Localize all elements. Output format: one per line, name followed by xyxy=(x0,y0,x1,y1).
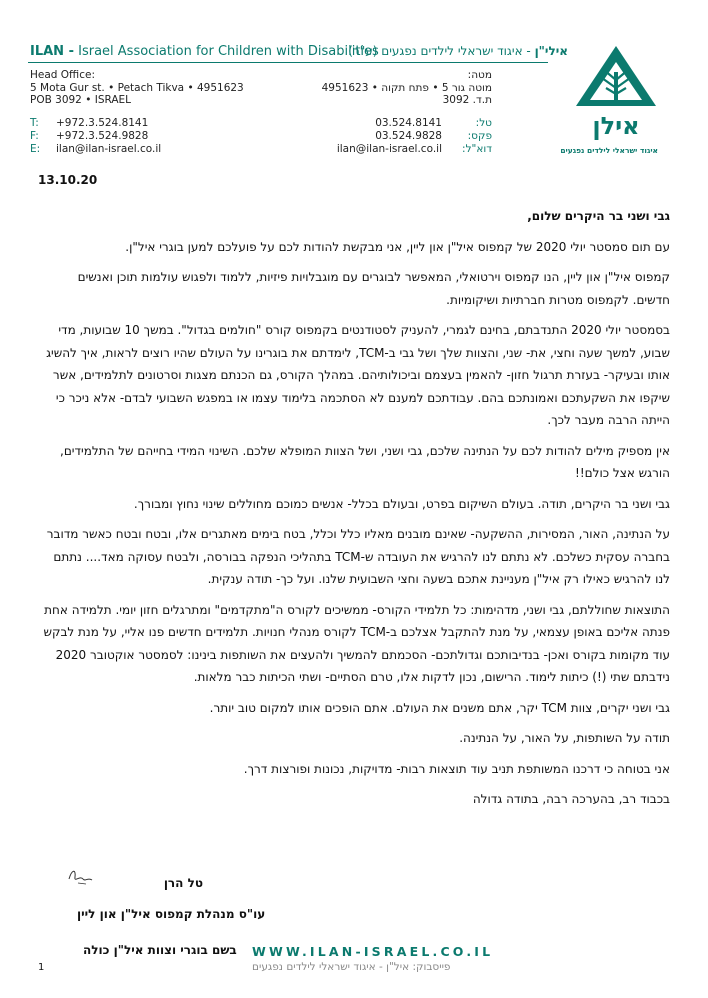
org-full-name-hebrew: - איגוד ישראלי לילדים נפגעים (ע"ר) xyxy=(348,44,531,58)
org-title-hebrew xyxy=(348,44,568,58)
org-title-english xyxy=(30,44,379,59)
email-link[interactable]: ilan@ilan-israel.co.il xyxy=(56,143,162,155)
org-full-name-english: Israel Association for Children with Disabilities xyxy=(78,44,379,59)
facebook-label: פייסבוק: איל"ן - איגוד ישראלי לילדים נפגעים xyxy=(252,961,451,973)
contact-label: T: xyxy=(30,117,39,129)
page-number: 1 xyxy=(38,962,45,973)
contact-label: דוא"ל: xyxy=(462,143,492,155)
ilan-logo-icon xyxy=(574,44,658,144)
letter-greeting: גבי ושני בר היקרים שלום, xyxy=(527,209,670,223)
pob-line-hebrew: ת.ד. 3092 xyxy=(442,94,492,106)
letter-body xyxy=(38,205,670,819)
letter-paragraph: אני בטוחה כי דרכנו המשותפת תניב עוד תוצאות רבות- מדויקות, נכונות ופורצות דרך. xyxy=(243,761,670,776)
signatory-title: עו"ס מנהלת קמפוס איל"ן און ליין xyxy=(77,907,266,921)
contact-label: פקס: xyxy=(467,130,492,142)
org-short-name-hebrew: אילי"ן xyxy=(534,44,568,58)
signatory-name: טל הרן xyxy=(163,876,203,890)
contact-row-email xyxy=(30,143,161,156)
contact-label: טל: xyxy=(475,117,492,129)
fax-value: +972.3.524.9828 xyxy=(56,130,149,142)
letter-paragraph: התוצאות שחוללתם, גבי ושני, מדהימות: כל תלמידי הקורס- ממשיכים לקורס ה"מתקדמים" ומתרגלים חזון יומי. תלמידה אחת פנתה אליכם באופן עצמאי, על מנת להתקבל אצלכם ב-TCM לקורס מנהלי חנויות. תלמידים חדשים פנו אליי, על מנת לבקש עוד מקומות בקורס ואכן- בנדיבותכם וגדולתכם- הסכמתם להמשיך ולהעצים את השותפות בינינו: לסמסטר אוקטובר 2020 נידבתם שתי (!) כיתות לימוד. הרישום, נכון לדקות אלו, טרם הסתיים- ושתי הכיתות כבר מלאות. xyxy=(43,602,670,684)
letter-paragraph: אין מספיק מילים להודות לכם על הנתינה שלכם, גבי ושני, ושל הצוות המופלא שלכם. השינוי המידי בחייהם של התלמידים, הורגש אצל כולם!! xyxy=(60,443,670,480)
address-line-english: 5 Mota Gur st. • Petach Tikva • 4951623 xyxy=(30,81,244,94)
logo-subtitle: איגוד ישראלי לילדים נפגעים xyxy=(560,146,658,155)
header-divider xyxy=(28,62,548,63)
letter-paragraph: על הנתינה, האור, המסירות, ההשקעה- שאינם מובנים מאליו כלל וכלל, בטח בימים מאתגרים אלו, ובטח ובטח כאשר מדובר בחברה עסקית כשלכם. לא נתתם לנו להרגיש את העובדה ש-TCM בתהליכי הנפקה בבורסה, ולבטח עסוקה מאד.... נתתם לנו להרגיש כאילו רק איל"ן מעניינת אתכם בשעה וחצי השבועית שלנו. ועל כך- תודה ענקית. xyxy=(46,527,670,586)
letter-paragraph: גבי ושני בר היקרים, תודה. בעולם השיקום בפרט, ובעולם בכלל- אנשים כמוכם מחוללים שינוי נחוץ ומבורך. xyxy=(133,496,670,511)
contact-label: E: xyxy=(30,143,41,155)
org-short-name-english: ILAN - xyxy=(30,44,74,59)
contact-row-phone-he xyxy=(332,117,492,130)
signatory-team: בשם בוגרי וצוות איל"ן כולה xyxy=(83,943,237,957)
contact-row-email-he xyxy=(332,143,492,156)
letter-date: 13.10.20 xyxy=(38,173,98,187)
fax-value: 03.524.9828 xyxy=(375,130,442,142)
office-label-english: Head Office: xyxy=(30,69,95,81)
contacts-english xyxy=(30,117,161,156)
letter-paragraph: גבי ושני יקרים, צוות TCM יקר, אתם משנים את העולם. אתם הופכים אותו למקום טוב יותר. xyxy=(209,700,670,715)
letter-paragraph: תודה על השותפות, על האור, על הנתינה. xyxy=(459,731,670,745)
office-label-hebrew: מטה: xyxy=(467,69,492,81)
handwritten-signature-icon xyxy=(66,865,96,887)
address-english xyxy=(30,69,244,107)
contact-row-fax-he xyxy=(332,130,492,143)
contact-label: F: xyxy=(30,130,39,142)
address-line-hebrew: מוטה גור 5 • פתח תקוה • 4951623 xyxy=(321,81,492,94)
email-link[interactable]: ilan@ilan-israel.co.il xyxy=(336,143,442,155)
website-link[interactable]: WWW.ILAN-ISRAEL.CO.IL xyxy=(252,944,494,959)
pob-line-english: POB 3092 • ISRAEL xyxy=(30,94,132,106)
letter-paragraph: בסמסטר יולי 2020 התנדבתם, בחינם לגמרי, להעניק לסטודנטים בקמפוס קורס "חולמים בגדול". במשך 10 שבועות, מדי שבוע, למשך שעה וחצי, את- שני, והצוות שלך ושל גבי ב-TCM, לימדתם את בוגרינו על העולם שהיו רוצים לראות, איך להשיג אותו ובעיקר- בעזרת תרגול חזון- להאמין בעצמם וביכולותיהם. במהלך הקורס, גם הכנתם מצגות וסרטונים לתלמידים, אשר שיקפו את השקעתכם ואמונתכם בהם. עבודתכם למענם לא הסתכמה בלימוד עצמו או במפגש השבועי לבדם- אלא ניכר כי הייתה הרבה מעבר לכך. xyxy=(46,323,670,427)
logo-wordmark: אילן xyxy=(592,112,640,140)
phone-value: +972.3.524.8141 xyxy=(56,117,149,129)
contact-row-phone xyxy=(30,117,161,130)
contact-row-fax xyxy=(30,130,161,143)
letter-paragraph: עם תום סמסטר יולי 2020 של קמפוס איל"ן און ליין, אני מבקשת להודות לכם על פועלכם למען בוגרי איל"ן. xyxy=(125,239,670,254)
letter-closing: בכבוד רב, בהערכה רבה, בתודה גדולה xyxy=(472,792,670,806)
letter-paragraph: קמפוס איל"ן און ליין, הנו קמפוס וירטואלי, המאפשר לבוגרים עם מוגבלויות פיזיות, ללמוד ולפגוש עולמות תוכן ואנשים חדשים. לקמפוס מטרות חברתיות ושיקומיות. xyxy=(77,270,670,307)
contacts-hebrew xyxy=(332,117,492,156)
phone-value: 03.524.8141 xyxy=(375,117,442,129)
address-hebrew xyxy=(322,69,492,107)
